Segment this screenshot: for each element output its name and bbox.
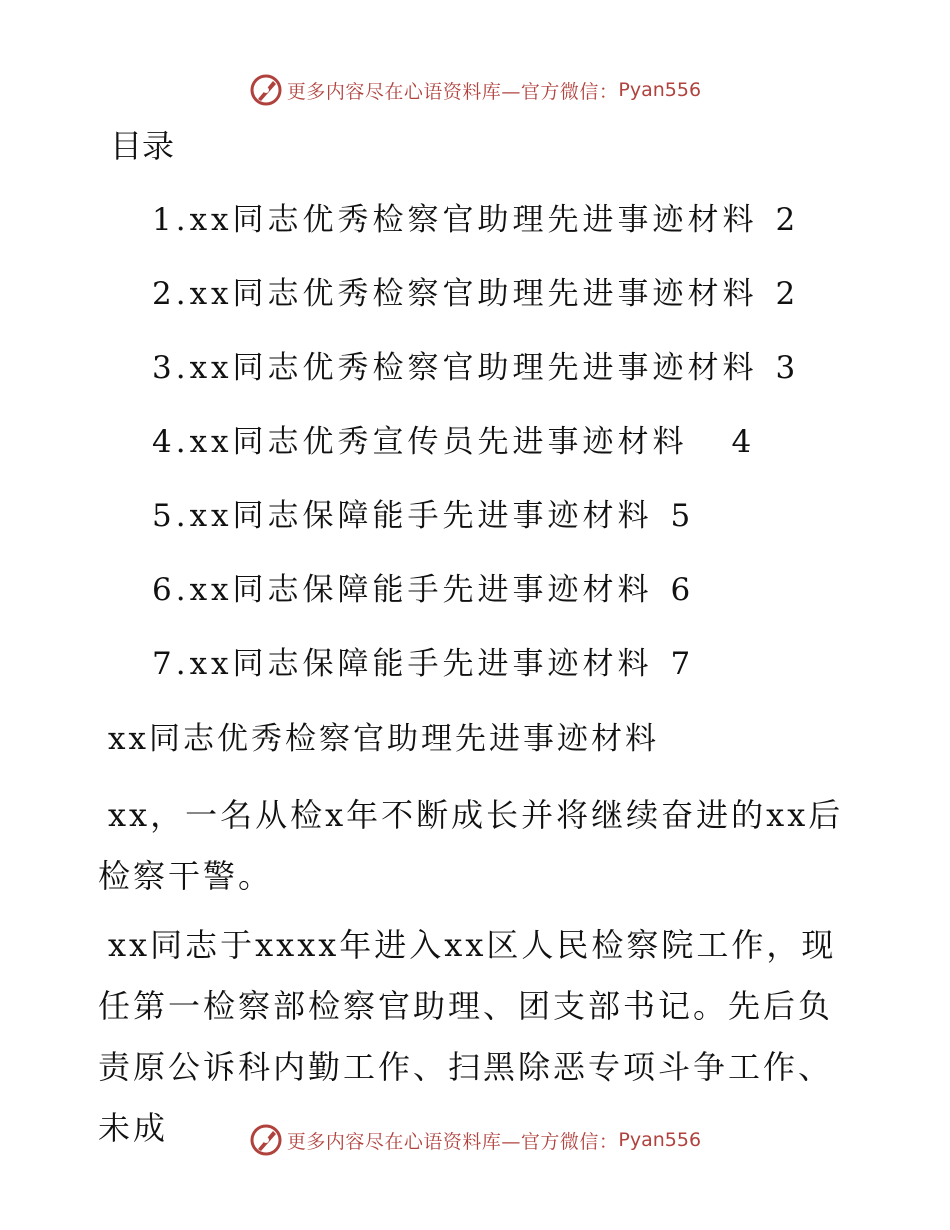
- toc-entry: [152, 641, 799, 715]
- toc-entry: [152, 567, 799, 641]
- toc-entry-page: 5: [670, 498, 695, 534]
- body-paragraph: xx同志于xxxx年进入xx区人民检察院工作，现任第一检察部检察官助理、团支部书记。先后负责原公诉科内勤工作、扫黑除恶专项斗争工作、未成: [98, 926, 837, 1147]
- toc-entry-label: 5.xx同志保障能手先进事迹材料: [152, 498, 653, 534]
- watermark-text: 更多内容尽在心语资料库—官方微信：: [286, 1130, 619, 1153]
- toc-entry-page: 2: [775, 202, 800, 238]
- toc-entry-page: 7: [670, 646, 695, 682]
- toc-entry: [152, 493, 799, 567]
- toc-entry-label: 4.xx同志优秀宣传员先进事迹材料: [152, 424, 688, 460]
- toc-entry-label: 7.xx同志保障能手先进事迹材料: [152, 646, 653, 682]
- table-of-contents: [152, 197, 799, 715]
- toc-entry-label: 1.xx同志优秀检察官助理先进事迹材料: [152, 202, 758, 238]
- toc-entry: [152, 197, 799, 271]
- toc-entry-label: 6.xx同志保障能手先进事迹材料: [152, 572, 653, 608]
- body-paragraph: xx，一名从检x年不断成长并将继续奋进的xx后检察干警。: [98, 796, 844, 895]
- watermark-text: 更多内容尽在心语资料库—官方微信：: [286, 80, 619, 103]
- toc-entry: [152, 271, 799, 345]
- watermark-wechat-id: Pyan556: [618, 1129, 702, 1151]
- toc-heading: 目录: [110, 127, 175, 165]
- toc-entry-page: 6: [670, 572, 695, 608]
- watermark-wechat-id: Pyan556: [618, 79, 702, 101]
- toc-entry: [152, 345, 799, 419]
- footer-watermark: [0, 1120, 950, 1160]
- toc-entry-page: 4: [731, 424, 756, 460]
- header-watermark: [0, 70, 950, 110]
- toc-entry-page: 3: [775, 350, 800, 386]
- toc-entry-page: 2: [775, 276, 800, 312]
- article-title: xx同志优秀检察官助理先进事迹材料: [108, 721, 659, 757]
- toc-entry-label: 2.xx同志优秀检察官助理先进事迹材料: [152, 276, 758, 312]
- toc-entry-label: 3.xx同志优秀检察官助理先进事迹材料: [152, 350, 758, 386]
- quill-logo-icon: [249, 73, 283, 107]
- toc-entry: [152, 419, 799, 493]
- quill-logo-icon: [249, 1123, 283, 1157]
